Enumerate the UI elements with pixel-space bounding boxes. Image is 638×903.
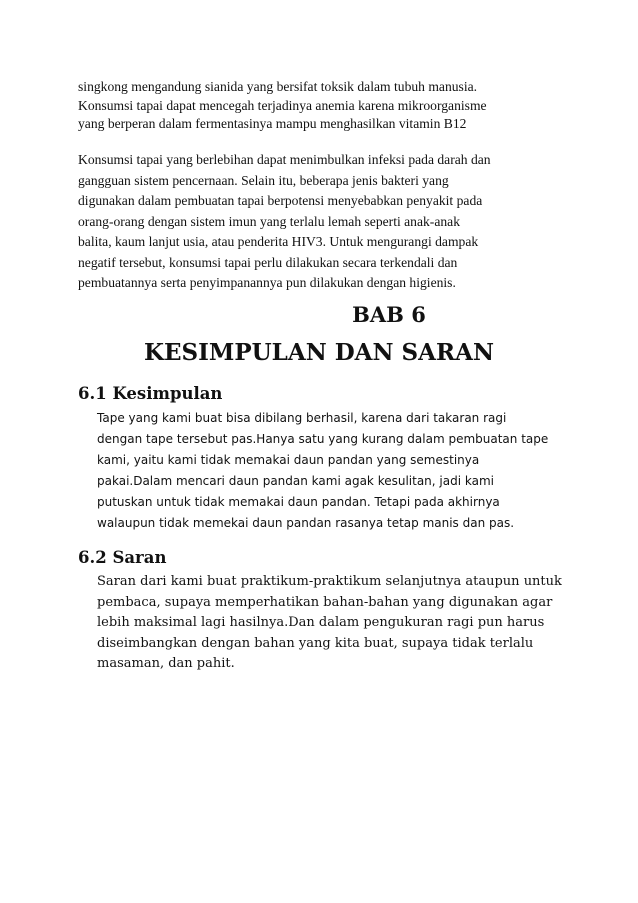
text-line: pembaca, supaya memperhatikan bahan-bahan yang digunakan agar xyxy=(97,594,553,610)
text-line: masaman, dan pahit. xyxy=(97,656,235,671)
text-line: kami, yaitu kami tidak memakai daun pandan yang semestinya xyxy=(97,453,480,467)
risk-paragraph xyxy=(78,150,568,294)
text-line: negatif tersebut, konsumsi tapai perlu dilakukan secara terkendali dan xyxy=(78,254,458,270)
chapter-title: KESIMPULAN DAN SARAN xyxy=(143,339,494,366)
text-line: gangguan sistem pencernaan. Selain itu, beberapa jenis bakteri yang xyxy=(78,172,449,188)
text-line: digunakan dalam pembuatan tapai berpotensi menyebabkan penyakit pada xyxy=(78,193,483,208)
section-heading-kesimpulan: 6.1 Kesimpulan xyxy=(78,384,223,403)
text-line: orang-orang dengan sistem imun yang terlalu lemah seperti anak-anak xyxy=(78,213,460,229)
text-line: singkong mengandung sianida yang bersifat toksik dalam tubuh manusia. xyxy=(78,79,478,94)
text-line: dengan tape tersebut pas.Hanya satu yang kurang dalam pembuatan tape xyxy=(97,432,549,446)
text-line: pakai.Dalam mencari daun pandan kami agak kesulitan, jadi kami xyxy=(97,474,494,488)
text-line: diseimbangkan dengan bahan yang kita buat, supaya tidak terlalu xyxy=(97,635,534,651)
text-line: Konsumsi tapai dapat mencegah terjadinya anemia karena mikroorganisme xyxy=(78,97,487,113)
chapter-number: BAB 6 xyxy=(352,302,426,327)
text-line: balita, kaum lanjut usia, atau penderita HIV3. Untuk mengurangi dampak xyxy=(78,234,479,249)
section-body-saran xyxy=(97,572,567,675)
text-line: Tape yang kami buat bisa dibilang berhasil, karena dari takaran ragi xyxy=(97,411,507,425)
text-line: pembuatannya serta penyimpanannya pun dilakukan dengan higienis. xyxy=(78,275,456,290)
intro-paragraph xyxy=(78,78,568,134)
text-line: walaupun tidak memekai daun pandan rasanya tetap manis dan pas. xyxy=(97,516,515,530)
section-heading-saran: 6.2 Saran xyxy=(78,548,167,567)
text-line: putuskan untuk tidak memakai daun pandan. Tetapi pada akhirnya xyxy=(97,495,500,509)
text-line: lebih maksimal lagi hasilnya.Dan dalam pengukuran ragi pun harus xyxy=(97,615,545,630)
text-line: Saran dari kami buat praktikum-praktikum selanjutnya ataupun untuk xyxy=(97,574,562,589)
text-line: Konsumsi tapai yang berlebihan dapat menimbulkan infeksi pada darah dan xyxy=(78,152,491,167)
text-line: yang berperan dalam fermentasinya mampu menghasilkan vitamin B12 xyxy=(78,116,467,131)
section-body-kesimpulan xyxy=(97,408,567,534)
